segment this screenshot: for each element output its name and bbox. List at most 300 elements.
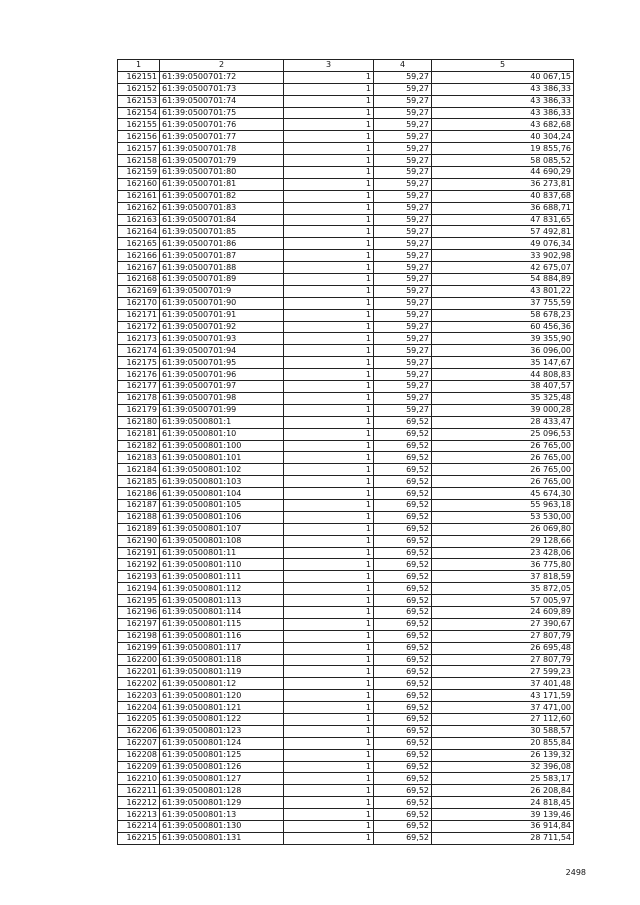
row-number-cell: 162206 bbox=[118, 725, 160, 737]
value-cell: 26 695,48 bbox=[432, 642, 574, 654]
quantity-cell: 1 bbox=[284, 274, 374, 286]
cadastral-number-cell: 61:39:0500701:90 bbox=[160, 297, 284, 309]
quantity-cell: 1 bbox=[284, 666, 374, 678]
quantity-cell: 1 bbox=[284, 238, 374, 250]
quantity-cell: 1 bbox=[284, 797, 374, 809]
area-cell: 59,27 bbox=[374, 214, 432, 226]
area-cell: 59,27 bbox=[374, 119, 432, 131]
cadastral-number-cell: 61:39:0500701:82 bbox=[160, 190, 284, 202]
row-number-cell: 162201 bbox=[118, 666, 160, 678]
cadastral-number-cell: 61:39:0500801:112 bbox=[160, 583, 284, 595]
value-cell: 26 765,00 bbox=[432, 452, 574, 464]
area-cell: 59,27 bbox=[374, 321, 432, 333]
quantity-cell: 1 bbox=[284, 809, 374, 821]
area-cell: 69,52 bbox=[374, 547, 432, 559]
quantity-cell: 1 bbox=[284, 452, 374, 464]
cadastral-number-cell: 61:39:0500801:129 bbox=[160, 797, 284, 809]
value-cell: 57 005,97 bbox=[432, 595, 574, 607]
quantity-cell: 1 bbox=[284, 571, 374, 583]
row-number-cell: 162204 bbox=[118, 702, 160, 714]
quantity-cell: 1 bbox=[284, 369, 374, 381]
table-row bbox=[118, 167, 574, 179]
cadastral-number-cell: 61:39:0500701:79 bbox=[160, 155, 284, 167]
header-row bbox=[118, 60, 574, 72]
cadastral-number-cell: 61:39:0500701:72 bbox=[160, 71, 284, 83]
quantity-cell: 1 bbox=[284, 428, 374, 440]
area-cell: 69,52 bbox=[374, 702, 432, 714]
table-row bbox=[118, 321, 574, 333]
quantity-cell: 1 bbox=[284, 333, 374, 345]
cadastral-number-cell: 61:39:0500701:9 bbox=[160, 285, 284, 297]
quantity-cell: 1 bbox=[284, 476, 374, 488]
value-cell: 42 675,07 bbox=[432, 262, 574, 274]
cadastral-number-cell: 61:39:0500801:124 bbox=[160, 737, 284, 749]
value-cell: 30 588,57 bbox=[432, 725, 574, 737]
row-number-cell: 162163 bbox=[118, 214, 160, 226]
cadastral-number-cell: 61:39:0500801:100 bbox=[160, 440, 284, 452]
table-row bbox=[118, 369, 574, 381]
value-cell: 43 386,33 bbox=[432, 95, 574, 107]
row-number-cell: 162168 bbox=[118, 274, 160, 286]
cadastral-number-cell: 61:39:0500701:98 bbox=[160, 392, 284, 404]
area-cell: 69,52 bbox=[374, 761, 432, 773]
cadastral-number-cell: 61:39:0500701:95 bbox=[160, 357, 284, 369]
cadastral-number-cell: 61:39:0500801:116 bbox=[160, 630, 284, 642]
value-cell: 39 355,90 bbox=[432, 333, 574, 345]
quantity-cell: 1 bbox=[284, 737, 374, 749]
row-number-cell: 162205 bbox=[118, 713, 160, 725]
row-number-cell: 162184 bbox=[118, 464, 160, 476]
area-cell: 59,27 bbox=[374, 357, 432, 369]
table-row bbox=[118, 678, 574, 690]
area-cell: 59,27 bbox=[374, 107, 432, 119]
value-cell: 27 390,67 bbox=[432, 618, 574, 630]
table-row bbox=[118, 190, 574, 202]
area-cell: 69,52 bbox=[374, 749, 432, 761]
row-number-cell: 162171 bbox=[118, 309, 160, 321]
quantity-cell: 1 bbox=[284, 250, 374, 262]
table-row bbox=[118, 95, 574, 107]
row-number-cell: 162159 bbox=[118, 167, 160, 179]
table-row bbox=[118, 143, 574, 155]
quantity-cell: 1 bbox=[284, 107, 374, 119]
cadastral-number-cell: 61:39:0500801:123 bbox=[160, 725, 284, 737]
quantity-cell: 1 bbox=[284, 606, 374, 618]
area-cell: 69,52 bbox=[374, 535, 432, 547]
value-cell: 36 688,71 bbox=[432, 202, 574, 214]
cadastral-number-cell: 61:39:0500801:101 bbox=[160, 452, 284, 464]
cadastral-number-cell: 61:39:0500801:122 bbox=[160, 713, 284, 725]
row-number-cell: 162156 bbox=[118, 131, 160, 143]
value-cell: 19 855,76 bbox=[432, 143, 574, 155]
cadastral-number-cell: 61:39:0500801:104 bbox=[160, 488, 284, 500]
value-cell: 38 407,57 bbox=[432, 381, 574, 393]
register-table bbox=[117, 59, 574, 845]
row-number-cell: 162151 bbox=[118, 71, 160, 83]
cadastral-number-cell: 61:39:0500701:86 bbox=[160, 238, 284, 250]
area-cell: 59,27 bbox=[374, 226, 432, 238]
table-row bbox=[118, 535, 574, 547]
table-row bbox=[118, 642, 574, 654]
cadastral-number-cell: 61:39:0500701:93 bbox=[160, 333, 284, 345]
quantity-cell: 1 bbox=[284, 178, 374, 190]
table-row bbox=[118, 226, 574, 238]
row-number-cell: 162211 bbox=[118, 785, 160, 797]
value-cell: 36 096,00 bbox=[432, 345, 574, 357]
quantity-cell: 1 bbox=[284, 226, 374, 238]
value-cell: 33 902,98 bbox=[432, 250, 574, 262]
value-cell: 54 884,89 bbox=[432, 274, 574, 286]
cadastral-number-cell: 61:39:0500801:121 bbox=[160, 702, 284, 714]
table-row bbox=[118, 559, 574, 571]
quantity-cell: 1 bbox=[284, 488, 374, 500]
value-cell: 29 128,66 bbox=[432, 535, 574, 547]
table-row bbox=[118, 202, 574, 214]
row-number-cell: 162153 bbox=[118, 95, 160, 107]
row-number-cell: 162188 bbox=[118, 511, 160, 523]
area-cell: 69,52 bbox=[374, 511, 432, 523]
cadastral-number-cell: 61:39:0500801:108 bbox=[160, 535, 284, 547]
value-cell: 39 139,46 bbox=[432, 809, 574, 821]
area-cell: 69,52 bbox=[374, 725, 432, 737]
table-row bbox=[118, 761, 574, 773]
table-row bbox=[118, 333, 574, 345]
value-cell: 44 690,29 bbox=[432, 167, 574, 179]
area-cell: 69,52 bbox=[374, 452, 432, 464]
table-row bbox=[118, 618, 574, 630]
table-row bbox=[118, 71, 574, 83]
quantity-cell: 1 bbox=[284, 630, 374, 642]
value-cell: 45 674,30 bbox=[432, 488, 574, 500]
cadastral-number-cell: 61:39:0500801:131 bbox=[160, 832, 284, 844]
row-number-cell: 162186 bbox=[118, 488, 160, 500]
value-cell: 23 428,06 bbox=[432, 547, 574, 559]
area-cell: 69,52 bbox=[374, 654, 432, 666]
table-row bbox=[118, 690, 574, 702]
row-number-cell: 162174 bbox=[118, 345, 160, 357]
cadastral-number-cell: 61:39:0500801:107 bbox=[160, 523, 284, 535]
row-number-cell: 162200 bbox=[118, 654, 160, 666]
value-cell: 43 682,68 bbox=[432, 119, 574, 131]
area-cell: 59,27 bbox=[374, 238, 432, 250]
table-row bbox=[118, 821, 574, 833]
value-cell: 27 807,79 bbox=[432, 654, 574, 666]
value-cell: 26 069,80 bbox=[432, 523, 574, 535]
table-row bbox=[118, 285, 574, 297]
quantity-cell: 1 bbox=[284, 345, 374, 357]
cadastral-number-cell: 61:39:0500801:10 bbox=[160, 428, 284, 440]
area-cell: 69,52 bbox=[374, 571, 432, 583]
cadastral-number-cell: 61:39:0500701:75 bbox=[160, 107, 284, 119]
row-number-cell: 162172 bbox=[118, 321, 160, 333]
cadastral-number-cell: 61:39:0500701:88 bbox=[160, 262, 284, 274]
row-number-cell: 162182 bbox=[118, 440, 160, 452]
row-number-cell: 162181 bbox=[118, 428, 160, 440]
area-cell: 69,52 bbox=[374, 797, 432, 809]
row-number-cell: 162213 bbox=[118, 809, 160, 821]
cadastral-number-cell: 61:39:0500801:114 bbox=[160, 606, 284, 618]
row-number-cell: 162198 bbox=[118, 630, 160, 642]
cadastral-number-cell: 61:39:0500701:99 bbox=[160, 404, 284, 416]
table-row bbox=[118, 214, 574, 226]
quantity-cell: 1 bbox=[284, 725, 374, 737]
table-row bbox=[118, 583, 574, 595]
row-number-cell: 162175 bbox=[118, 357, 160, 369]
cadastral-number-cell: 61:39:0500801:102 bbox=[160, 464, 284, 476]
quantity-cell: 1 bbox=[284, 702, 374, 714]
cadastral-number-cell: 61:39:0500801:113 bbox=[160, 595, 284, 607]
area-cell: 59,27 bbox=[374, 333, 432, 345]
area-cell: 69,52 bbox=[374, 832, 432, 844]
area-cell: 69,52 bbox=[374, 773, 432, 785]
quantity-cell: 1 bbox=[284, 404, 374, 416]
value-cell: 35 872,05 bbox=[432, 583, 574, 595]
value-cell: 37 401,48 bbox=[432, 678, 574, 690]
area-cell: 69,52 bbox=[374, 785, 432, 797]
value-cell: 26 208,84 bbox=[432, 785, 574, 797]
value-cell: 43 801,22 bbox=[432, 285, 574, 297]
table-row bbox=[118, 404, 574, 416]
row-number-cell: 162203 bbox=[118, 690, 160, 702]
table-row bbox=[118, 440, 574, 452]
value-cell: 24 818,45 bbox=[432, 797, 574, 809]
value-cell: 55 963,18 bbox=[432, 499, 574, 511]
cadastral-number-cell: 61:39:0500801:126 bbox=[160, 761, 284, 773]
row-number-cell: 162191 bbox=[118, 547, 160, 559]
cadastral-number-cell: 61:39:0500701:85 bbox=[160, 226, 284, 238]
row-number-cell: 162194 bbox=[118, 583, 160, 595]
cadastral-number-cell: 61:39:0500701:84 bbox=[160, 214, 284, 226]
area-cell: 69,52 bbox=[374, 821, 432, 833]
area-cell: 69,52 bbox=[374, 678, 432, 690]
cadastral-number-cell: 61:39:0500701:96 bbox=[160, 369, 284, 381]
value-cell: 49 076,34 bbox=[432, 238, 574, 250]
table-row bbox=[118, 713, 574, 725]
area-cell: 69,52 bbox=[374, 559, 432, 571]
area-cell: 59,27 bbox=[374, 202, 432, 214]
cadastral-number-cell: 61:39:0500701:92 bbox=[160, 321, 284, 333]
value-cell: 43 386,33 bbox=[432, 83, 574, 95]
area-cell: 59,27 bbox=[374, 190, 432, 202]
row-number-cell: 162212 bbox=[118, 797, 160, 809]
area-cell: 59,27 bbox=[374, 392, 432, 404]
cadastral-number-cell: 61:39:0500701:76 bbox=[160, 119, 284, 131]
row-number-cell: 162167 bbox=[118, 262, 160, 274]
area-cell: 69,52 bbox=[374, 606, 432, 618]
quantity-cell: 1 bbox=[284, 262, 374, 274]
cadastral-number-cell: 61:39:0500701:87 bbox=[160, 250, 284, 262]
quantity-cell: 1 bbox=[284, 297, 374, 309]
quantity-cell: 1 bbox=[284, 190, 374, 202]
quantity-cell: 1 bbox=[284, 440, 374, 452]
value-cell: 36 914,84 bbox=[432, 821, 574, 833]
table-row bbox=[118, 702, 574, 714]
value-cell: 43 171,59 bbox=[432, 690, 574, 702]
table-row bbox=[118, 309, 574, 321]
table-row bbox=[118, 416, 574, 428]
row-number-cell: 162162 bbox=[118, 202, 160, 214]
quantity-cell: 1 bbox=[284, 559, 374, 571]
table-row bbox=[118, 297, 574, 309]
quantity-cell: 1 bbox=[284, 654, 374, 666]
table-row bbox=[118, 523, 574, 535]
value-cell: 25 096,53 bbox=[432, 428, 574, 440]
cadastral-number-cell: 61:39:0500701:78 bbox=[160, 143, 284, 155]
value-cell: 47 831,65 bbox=[432, 214, 574, 226]
quantity-cell: 1 bbox=[284, 167, 374, 179]
quantity-cell: 1 bbox=[284, 119, 374, 131]
area-cell: 59,27 bbox=[374, 131, 432, 143]
cadastral-number-cell: 61:39:0500801:12 bbox=[160, 678, 284, 690]
row-number-cell: 162152 bbox=[118, 83, 160, 95]
table-row bbox=[118, 357, 574, 369]
area-cell: 59,27 bbox=[374, 345, 432, 357]
quantity-cell: 1 bbox=[284, 381, 374, 393]
quantity-cell: 1 bbox=[284, 547, 374, 559]
table-row bbox=[118, 464, 574, 476]
row-number-cell: 162199 bbox=[118, 642, 160, 654]
value-cell: 27 807,79 bbox=[432, 630, 574, 642]
value-cell: 27 599,23 bbox=[432, 666, 574, 678]
value-cell: 32 396,08 bbox=[432, 761, 574, 773]
row-number-cell: 162157 bbox=[118, 143, 160, 155]
row-number-cell: 162180 bbox=[118, 416, 160, 428]
table-row bbox=[118, 345, 574, 357]
quantity-cell: 1 bbox=[284, 523, 374, 535]
cadastral-number-cell: 61:39:0500801:13 bbox=[160, 809, 284, 821]
row-number-cell: 162202 bbox=[118, 678, 160, 690]
area-cell: 69,52 bbox=[374, 809, 432, 821]
quantity-cell: 1 bbox=[284, 309, 374, 321]
value-cell: 28 711,54 bbox=[432, 832, 574, 844]
value-cell: 37 755,59 bbox=[432, 297, 574, 309]
value-cell: 27 112,60 bbox=[432, 713, 574, 725]
area-cell: 69,52 bbox=[374, 642, 432, 654]
row-number-cell: 162161 bbox=[118, 190, 160, 202]
table-row bbox=[118, 392, 574, 404]
area-cell: 59,27 bbox=[374, 178, 432, 190]
table-row bbox=[118, 452, 574, 464]
area-cell: 59,27 bbox=[374, 83, 432, 95]
cadastral-number-cell: 61:39:0500701:81 bbox=[160, 178, 284, 190]
quantity-cell: 1 bbox=[284, 464, 374, 476]
table-row bbox=[118, 476, 574, 488]
quantity-cell: 1 bbox=[284, 285, 374, 297]
row-number-cell: 162189 bbox=[118, 523, 160, 535]
area-cell: 59,27 bbox=[374, 167, 432, 179]
quantity-cell: 1 bbox=[284, 143, 374, 155]
cadastral-number-cell: 61:39:0500801:111 bbox=[160, 571, 284, 583]
row-number-cell: 162209 bbox=[118, 761, 160, 773]
area-cell: 59,27 bbox=[374, 274, 432, 286]
table-row bbox=[118, 83, 574, 95]
row-number-cell: 162169 bbox=[118, 285, 160, 297]
cadastral-number-cell: 61:39:0500801:11 bbox=[160, 547, 284, 559]
cadastral-number-cell: 61:39:0500801:130 bbox=[160, 821, 284, 833]
table-row bbox=[118, 571, 574, 583]
quantity-cell: 1 bbox=[284, 690, 374, 702]
row-number-cell: 162173 bbox=[118, 333, 160, 345]
area-cell: 59,27 bbox=[374, 285, 432, 297]
cadastral-number-cell: 61:39:0500801:119 bbox=[160, 666, 284, 678]
area-cell: 69,52 bbox=[374, 690, 432, 702]
row-number-cell: 162160 bbox=[118, 178, 160, 190]
row-number-cell: 162192 bbox=[118, 559, 160, 571]
value-cell: 26 139,32 bbox=[432, 749, 574, 761]
quantity-cell: 1 bbox=[284, 618, 374, 630]
quantity-cell: 1 bbox=[284, 155, 374, 167]
area-cell: 69,52 bbox=[374, 523, 432, 535]
column-header-2: 2 bbox=[160, 60, 284, 72]
cadastral-number-cell: 61:39:0500801:103 bbox=[160, 476, 284, 488]
row-number-cell: 162154 bbox=[118, 107, 160, 119]
table-row bbox=[118, 630, 574, 642]
quantity-cell: 1 bbox=[284, 95, 374, 107]
row-number-cell: 162178 bbox=[118, 392, 160, 404]
area-cell: 59,27 bbox=[374, 155, 432, 167]
row-number-cell: 162197 bbox=[118, 618, 160, 630]
row-number-cell: 162165 bbox=[118, 238, 160, 250]
area-cell: 59,27 bbox=[374, 369, 432, 381]
row-number-cell: 162155 bbox=[118, 119, 160, 131]
value-cell: 40 304,24 bbox=[432, 131, 574, 143]
area-cell: 59,27 bbox=[374, 250, 432, 262]
row-number-cell: 162207 bbox=[118, 737, 160, 749]
area-cell: 69,52 bbox=[374, 428, 432, 440]
value-cell: 40 837,68 bbox=[432, 190, 574, 202]
quantity-cell: 1 bbox=[284, 773, 374, 785]
table-row bbox=[118, 797, 574, 809]
quantity-cell: 1 bbox=[284, 357, 374, 369]
table-row bbox=[118, 428, 574, 440]
column-header-1: 1 bbox=[118, 60, 160, 72]
row-number-cell: 162177 bbox=[118, 381, 160, 393]
table-row bbox=[118, 725, 574, 737]
area-cell: 59,27 bbox=[374, 95, 432, 107]
table-row bbox=[118, 131, 574, 143]
quantity-cell: 1 bbox=[284, 832, 374, 844]
row-number-cell: 162208 bbox=[118, 749, 160, 761]
area-cell: 59,27 bbox=[374, 381, 432, 393]
quantity-cell: 1 bbox=[284, 642, 374, 654]
table-row bbox=[118, 749, 574, 761]
cadastral-number-cell: 61:39:0500701:91 bbox=[160, 309, 284, 321]
row-number-cell: 162183 bbox=[118, 452, 160, 464]
area-cell: 59,27 bbox=[374, 404, 432, 416]
area-cell: 69,52 bbox=[374, 416, 432, 428]
quantity-cell: 1 bbox=[284, 761, 374, 773]
quantity-cell: 1 bbox=[284, 499, 374, 511]
table-row bbox=[118, 381, 574, 393]
row-number-cell: 162195 bbox=[118, 595, 160, 607]
table-row bbox=[118, 178, 574, 190]
table-row bbox=[118, 595, 574, 607]
cadastral-number-cell: 61:39:0500801:117 bbox=[160, 642, 284, 654]
value-cell: 58 678,23 bbox=[432, 309, 574, 321]
area-cell: 59,27 bbox=[374, 71, 432, 83]
table-row bbox=[118, 262, 574, 274]
value-cell: 28 433,47 bbox=[432, 416, 574, 428]
area-cell: 69,52 bbox=[374, 618, 432, 630]
value-cell: 60 456,36 bbox=[432, 321, 574, 333]
cadastral-number-cell: 61:39:0500801:110 bbox=[160, 559, 284, 571]
cadastral-number-cell: 61:39:0500701:97 bbox=[160, 381, 284, 393]
cadastral-number-cell: 61:39:0500801:125 bbox=[160, 749, 284, 761]
row-number-cell: 162158 bbox=[118, 155, 160, 167]
quantity-cell: 1 bbox=[284, 583, 374, 595]
row-number-cell: 162210 bbox=[118, 773, 160, 785]
cadastral-number-cell: 61:39:0500801:105 bbox=[160, 499, 284, 511]
